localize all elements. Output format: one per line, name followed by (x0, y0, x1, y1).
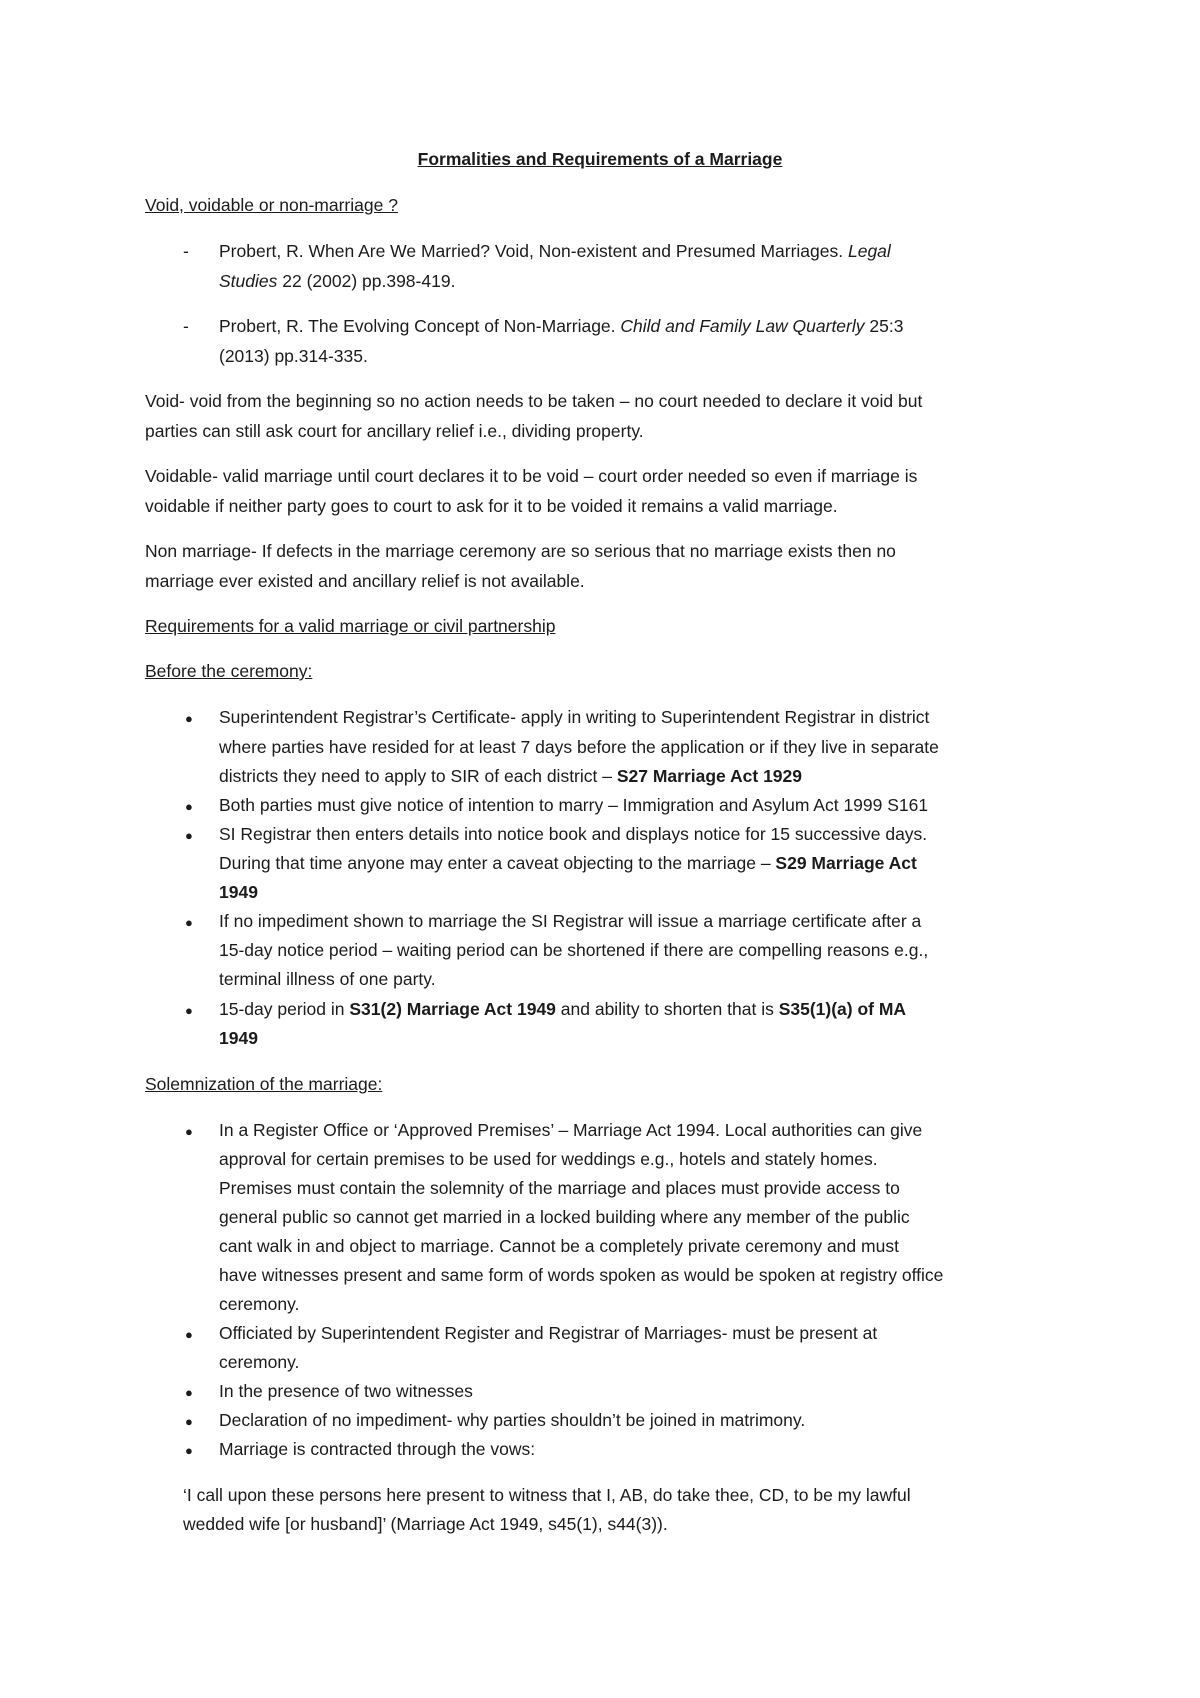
bullet-icon: ● (185, 711, 193, 726)
paragraph-void-line-1: Void- void from the beginning so no action needs to be taken – no court needed to declare it void but (145, 391, 923, 411)
solemn-item-1-line-2: approval for certain premises to be used for weddings e.g., hotels and stately homes. (219, 1149, 878, 1169)
paragraph-non-marriage-line-2: marriage ever existed and ancillary relief is not available. (145, 571, 585, 591)
solemn-item-5-line-1: Marriage is contracted through the vows: (219, 1439, 536, 1459)
before-item-3-line-3: 1949 (219, 882, 258, 902)
bullet-icon: ● (185, 1414, 193, 1429)
vow-quote-line-2: wedded wife [or husband]’ (Marriage Act 1949, s45(1), s44(3)). (183, 1514, 668, 1534)
solemn-item-1-line-7: ceremony. (219, 1294, 300, 1314)
solemn-item-2-line-1: Officiated by Superintendent Register and Registrar of Marriages- must be present at (219, 1323, 878, 1343)
solemn-item-4-line-1: Declaration of no impediment- why parties shouldn’t be joined in matrimony. (219, 1410, 806, 1430)
heading-requirements: Requirements for a valid marriage or civil partnership (145, 616, 556, 636)
paragraph-void-line-2: parties can still ask court for ancillary relief i.e., dividing property. (145, 421, 644, 441)
paragraph-non-marriage-line-1: Non marriage- If defects in the marriage ceremony are so serious that no marriage exists then no (145, 541, 896, 561)
before-item-3-line-2: During that time anyone may enter a caveat objecting to the marriage – S29 Marriage Act (219, 853, 917, 873)
before-item-4-line-1: If no impediment shown to marriage the SI Registrar will issue a marriage certificate after a (219, 911, 922, 931)
before-item-3-line-1: SI Registrar then enters details into notice book and displays notice for 15 successive days. (219, 824, 928, 844)
bullet-icon: ● (185, 1124, 193, 1139)
bullet-icon: ● (185, 1385, 193, 1400)
before-item-4-line-3: terminal illness of one party. (219, 969, 436, 989)
heading-before-ceremony: Before the ceremony: (145, 661, 313, 681)
paragraph-voidable-line-1: Voidable- valid marriage until court declares it to be void – court order needed so even if marriage is (145, 466, 918, 486)
before-item-5-line-2: 1949 (219, 1028, 258, 1048)
vow-quote-line-1: ‘I call upon these persons here present to witness that I, AB, do take thee, CD, to be my lawful (183, 1485, 911, 1505)
bullet-icon: ● (185, 799, 193, 814)
reference-1-line-1: Probert, R. When Are We Married? Void, Non-existent and Presumed Marriages. Legal (219, 241, 891, 261)
paragraph-voidable-line-2: voidable if neither party goes to court to ask for it to be voided it remains a valid marriage. (145, 496, 838, 516)
bullet-icon: ● (185, 1443, 193, 1458)
solemn-item-3-line-1: In the presence of two witnesses (219, 1381, 473, 1401)
bullet-icon: ● (185, 828, 193, 843)
solemn-item-1-line-1: In a Register Office or ‘Approved Premises’ – Marriage Act 1994. Local authorities can give (219, 1120, 923, 1140)
before-item-2-line-1: Both parties must give notice of intention to marry – Immigration and Asylum Act 1999 S161 (219, 795, 929, 815)
reference-dash: - (183, 316, 189, 336)
solemn-item-1-line-4: general public so cannot get married in a locked building where any member of the public (219, 1207, 910, 1227)
bullet-icon: ● (185, 1327, 193, 1342)
bullet-icon: ● (185, 1003, 193, 1018)
before-item-1-line-3: districts they need to apply to SIR of each district – S27 Marriage Act 1929 (219, 766, 802, 786)
bullet-icon: ● (185, 915, 193, 930)
reference-2-line-1: Probert, R. The Evolving Concept of Non-Marriage. Child and Family Law Quarterly 25:3 (219, 316, 904, 336)
document-title: Formalities and Requirements of a Marriage (417, 149, 783, 169)
reference-2-line-2: (2013) pp.314-335. (219, 346, 368, 366)
solemn-item-1-line-5: cant walk in and object to marriage. Cannot be a completely private ceremony and must (219, 1236, 899, 1256)
heading-void-voidable: Void, voidable or non-marriage ? (145, 195, 398, 215)
solemn-item-1-line-3: Premises must contain the solemnity of the marriage and places must provide access to (219, 1178, 900, 1198)
reference-1-line-2: Studies 22 (2002) pp.398-419. (219, 271, 456, 291)
solemn-item-2-line-2: ceremony. (219, 1352, 300, 1372)
reference-dash: - (183, 241, 189, 261)
before-item-5-line-1: 15-day period in S31(2) Marriage Act 1949 and ability to shorten that is S35(1)(a) of MA (219, 999, 907, 1019)
before-item-4-line-2: 15-day notice period – waiting period can be shortened if there are compelling reasons e.g., (219, 940, 929, 960)
before-item-1-line-2: where parties have resided for at least 7 days before the application or if they live in separate (219, 737, 939, 757)
solemn-item-1-line-6: have witnesses present and same form of words spoken as would be spoken at registry office (219, 1265, 944, 1285)
before-item-1-line-1: Superintendent Registrar’s Certificate- apply in writing to Superintendent Registrar in district (219, 707, 930, 727)
heading-solemnization: Solemnization of the marriage: (145, 1074, 383, 1094)
